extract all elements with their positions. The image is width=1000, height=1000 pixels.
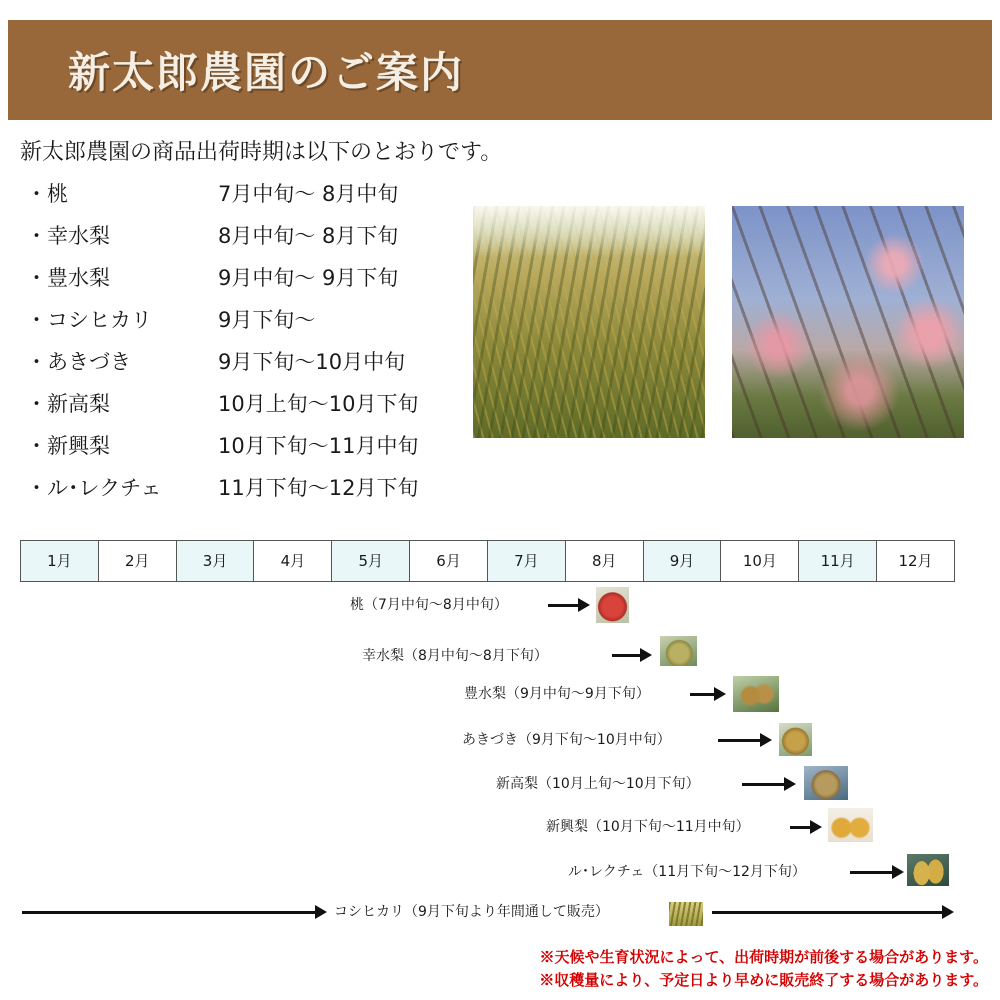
month-cell: 12月	[877, 541, 954, 581]
list-item	[26, 348, 466, 390]
list-item	[26, 222, 466, 264]
timeline-row-hosui	[0, 676, 1000, 712]
note-line: ※天候や生育状況によって、出荷時期が前後する場合があります。	[539, 948, 988, 966]
intro-text: 新太郎農園の商品出荷時期は以下のとおりです。	[20, 140, 503, 165]
peach-photo	[596, 587, 629, 623]
arrow-right-icon	[850, 871, 894, 874]
product-name: ・新興梨	[26, 434, 110, 458]
list-item	[26, 432, 466, 474]
month-cell: 10月	[721, 541, 799, 581]
shipping-period: 9月下旬～10月中旬	[218, 350, 406, 374]
shipping-schedule-list	[26, 180, 466, 516]
product-name: ・豊水梨	[26, 266, 110, 290]
timeline-row-shinko	[0, 808, 1000, 844]
niitaka-pear-photo	[804, 766, 848, 800]
timeline-row-peach	[0, 587, 1000, 623]
timeline-label: 豊水梨（9月中旬～9月下旬）	[464, 686, 650, 702]
arrow-right-icon	[612, 654, 642, 657]
month-cell: 1月	[21, 541, 99, 581]
shinko-pear-photo	[828, 808, 873, 842]
shipping-period: 9月下旬～	[218, 308, 316, 332]
shipping-period: 9月中旬～ 9月下旬	[218, 266, 399, 290]
peach-blossom-photo	[732, 206, 964, 438]
month-cell: 4月	[254, 541, 332, 581]
product-name: ・あきづき	[26, 350, 131, 374]
list-item	[26, 264, 466, 306]
month-cell: 11月	[799, 541, 877, 581]
arrow-right-icon	[718, 739, 762, 742]
product-name: ・コシヒカリ	[26, 308, 152, 332]
akizuki-pear-photo	[779, 723, 812, 756]
timeline-label: ル･レクチェ（11月下旬～12月下旬）	[568, 864, 806, 880]
timeline-row-akizuki	[0, 722, 1000, 758]
shipping-period: 10月上旬～10月下旬	[218, 392, 419, 416]
rice-timeline-label: コシヒカリ（9月下旬より年間通して販売）	[334, 904, 609, 920]
product-name: ・ル･レクチェ	[26, 476, 162, 500]
page-title: 新太郎農園のご案内	[68, 48, 465, 97]
month-cell: 2月	[99, 541, 177, 581]
timeline-label: あきづき（9月下旬～10月中旬）	[462, 732, 671, 748]
list-item	[26, 474, 466, 516]
timeline-label: 新興梨（10月下旬～11月中旬）	[546, 819, 750, 835]
product-name: ・幸水梨	[26, 224, 110, 248]
list-item	[26, 390, 466, 432]
month-cell: 9月	[644, 541, 722, 581]
shipping-period: 10月下旬～11月中旬	[218, 434, 419, 458]
month-cell: 5月	[332, 541, 410, 581]
list-item	[26, 180, 466, 222]
arrow-right-icon	[548, 604, 580, 607]
product-name: ・新高梨	[26, 392, 110, 416]
rice-field-photo	[473, 206, 705, 438]
hosui-pear-photo	[733, 676, 779, 712]
le-lectier-photo	[907, 854, 949, 886]
rice-timeline-arrow-left	[22, 911, 317, 914]
shipping-period: 8月中旬～ 8月下旬	[218, 224, 399, 248]
note-line: ※収穫量により、予定日より早めに販売終了する場合があります。	[539, 971, 988, 989]
timeline-row-kosui	[0, 634, 1000, 670]
arrow-right-icon	[790, 826, 812, 829]
notes	[539, 946, 988, 992]
kosui-pear-photo	[660, 636, 697, 666]
arrow-right-icon	[690, 693, 716, 696]
timeline-label: 幸水梨（8月中旬～8月下旬）	[362, 648, 548, 664]
timeline-label: 桃（7月中旬～8月中旬）	[350, 597, 508, 613]
list-item	[26, 306, 466, 348]
month-cell: 7月	[488, 541, 566, 581]
timeline-row-niitaka	[0, 766, 1000, 802]
month-header-row	[20, 540, 955, 582]
timeline-label: 新高梨（10月上旬～10月下旬）	[496, 776, 700, 792]
month-cell: 6月	[410, 541, 488, 581]
rice-photo	[669, 902, 703, 926]
rice-timeline-arrow-right	[712, 911, 944, 914]
month-cell: 8月	[566, 541, 644, 581]
arrow-right-icon	[742, 783, 786, 786]
header-banner	[8, 20, 992, 120]
month-cell: 3月	[177, 541, 255, 581]
shipping-period: 11月下旬～12月下旬	[218, 476, 419, 500]
product-name: ・桃	[26, 182, 68, 206]
timeline-row-le-lectier	[0, 854, 1000, 890]
shipping-period: 7月中旬～ 8月中旬	[218, 182, 399, 206]
